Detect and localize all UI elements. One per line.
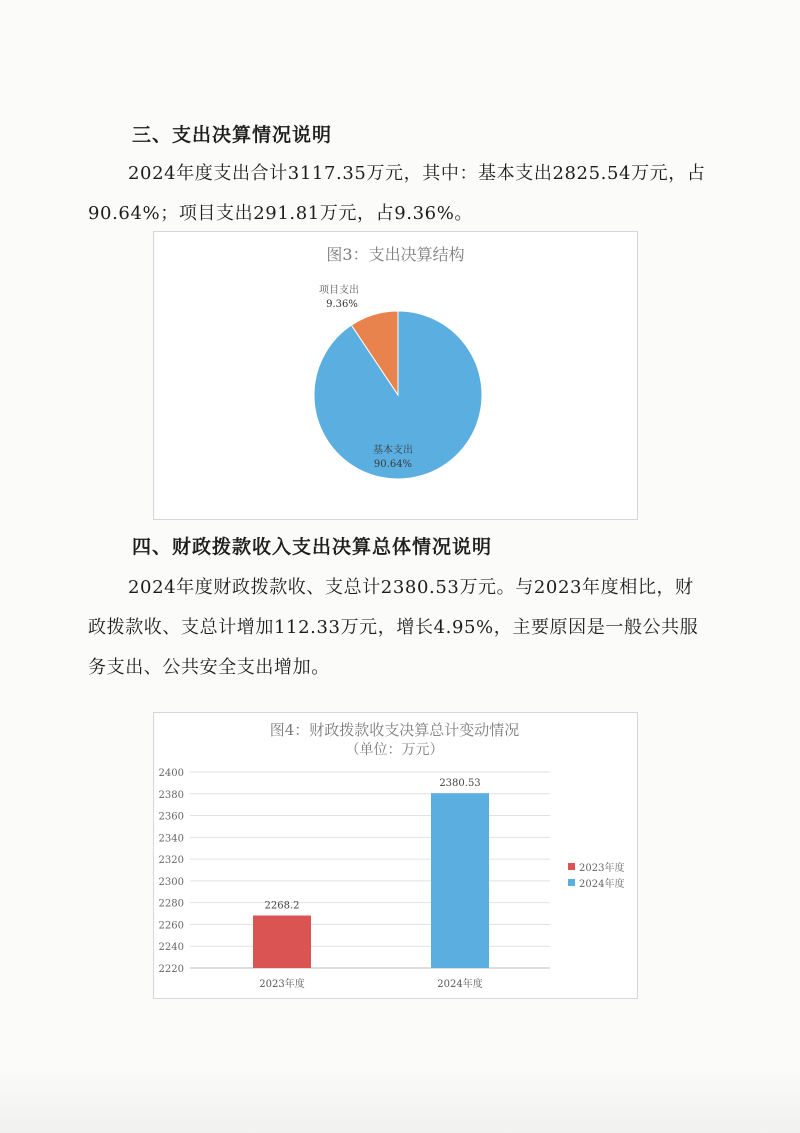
- pie-chart-title: 图3：支出决算结构: [326, 245, 465, 264]
- section4-paragraph: 2024年度财政拨款收、支总计2380.53万元。与2023年度相比，财政拨款收、支总计增加112.33万元，增长4.95%，主要原因是一般公共服务支出、公共安全支出增加。: [88, 577, 699, 678]
- legend-item-2024: [568, 874, 624, 890]
- legend-label-2023: 2023年度: [579, 862, 625, 874]
- pie-label-project-pct: 9.36%: [326, 299, 358, 310]
- page-bottom-shadow: [0, 1063, 800, 1133]
- legend-label-2024: 2024年度: [579, 878, 625, 890]
- pie-label-basic-pct: 90.64%: [373, 459, 413, 470]
- pie-label-project-name: 项目支出: [319, 285, 359, 296]
- legend-swatch-2023: [568, 863, 575, 870]
- y-tick-label: 2280: [158, 898, 184, 910]
- y-tick-label: 2260: [158, 920, 184, 932]
- bar-legend: [568, 858, 624, 890]
- pie-label-basic-name: 基本支出: [373, 445, 413, 456]
- legend-swatch-2024: [568, 879, 575, 886]
- section3-paragraph: 2024年度支出合计3117.35万元，其中：基本支出2825.54万元，占90.64%；项目支出291.81万元，占9.36%。: [88, 163, 706, 224]
- legend-item-2023: [568, 858, 624, 874]
- section3-heading: 三、支出决算情况说明: [132, 124, 333, 146]
- section4-heading: 四、财政拨款收入支出决算总体情况说明: [132, 536, 493, 558]
- y-tick-label: 2360: [158, 811, 184, 823]
- pie-chart-frame: [153, 231, 638, 520]
- y-tick-label: 2340: [158, 833, 184, 845]
- bar-data-label: 2268.2: [264, 900, 300, 912]
- x-category-label: 2024年度: [437, 979, 483, 990]
- bar-chart-subtitle: （单位：万元）: [345, 742, 444, 758]
- y-tick-label: 2240: [158, 942, 184, 954]
- x-category-label: 2023年度: [259, 979, 305, 990]
- y-tick-label: 2380: [158, 789, 184, 801]
- y-tick-label: 2300: [158, 876, 184, 888]
- bar-data-label: 2380.53: [439, 778, 481, 790]
- y-tick-label: 2400: [158, 768, 184, 779]
- bar-chart-title: 图4：财政拨款收支决算总计变动情况: [269, 721, 520, 739]
- y-tick-label: 2320: [158, 855, 184, 867]
- pie-chart: [154, 232, 637, 519]
- y-tick-label: 2220: [158, 964, 184, 975]
